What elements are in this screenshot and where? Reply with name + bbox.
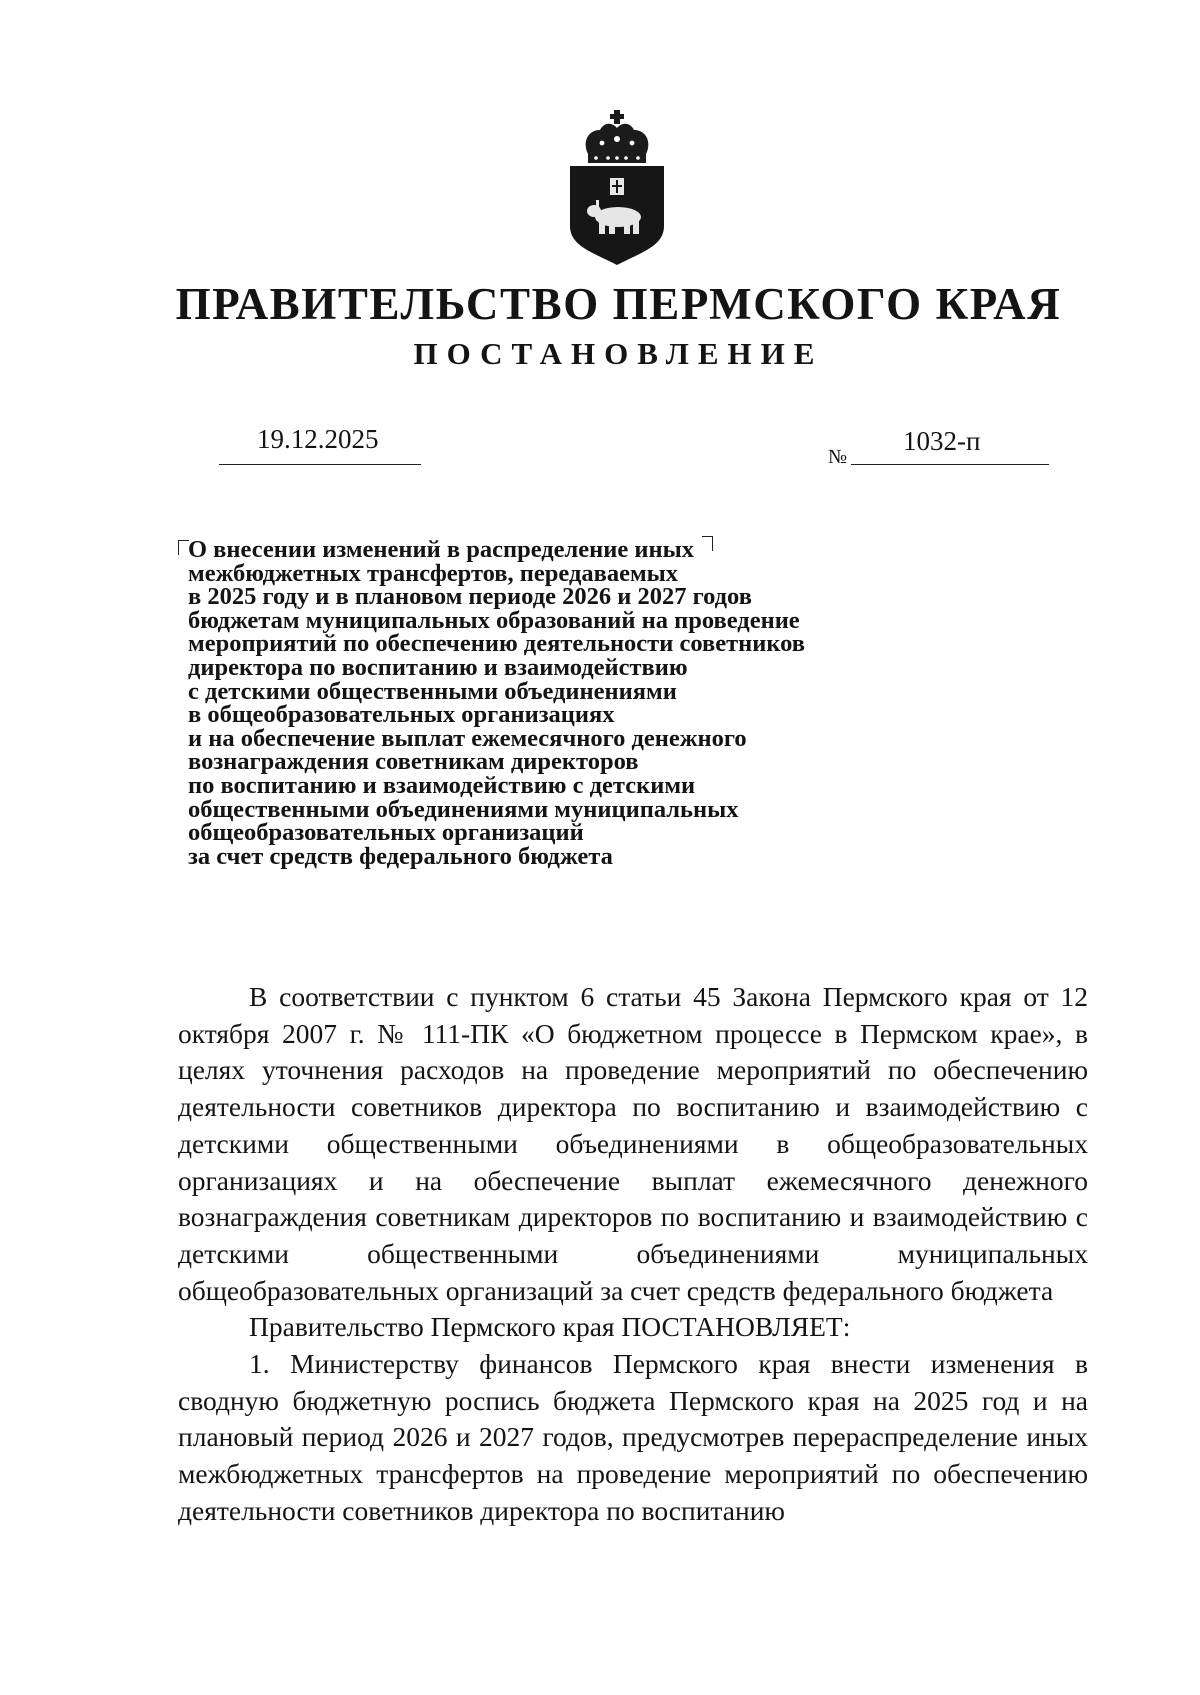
document-body [178, 979, 1088, 1530]
number-label: № [828, 446, 848, 468]
title-line: и на обеспечение выплат ежемесячного денежного [188, 724, 747, 752]
document-date: 19.12.2025 [257, 424, 379, 454]
item-1-paragraph: 1. Министерству финансов Пермского края внести изменения в сводную бюджетную роспись бюджета Пермского края на 2025 год и на плановый период 2026 и 2027 годов, предусмотрев перераспределение иных межбюджетных трансфертов на проведение мероприятий по обеспечению деятельности советников директора по воспитанию [178, 1348, 1088, 1526]
title-line: в общеобразовательных организациях [188, 701, 615, 729]
title-line: с детскими общественными объединениями [188, 677, 677, 705]
title-line: О внесении изменений в распределение иных [188, 536, 694, 563]
resolves-paragraph: Правительство Пермского края ПОСТАНОВЛЯЕТ: [249, 1311, 851, 1343]
government-heading: ПРАВИТЕЛЬСТВО ПЕРМСКОГО КРАЯ [175, 279, 1062, 329]
title-line: директора по воспитанию и взаимодействию [188, 653, 688, 681]
title-line: бюджетам муниципальных образований на проведение [188, 606, 800, 634]
title-line: общеобразовательных организаций [188, 819, 584, 847]
document-title [188, 538, 948, 868]
number-field [851, 426, 1049, 465]
title-line: в 2025 году и в плановом периоде 2026 и 2027 годов [188, 583, 752, 611]
title-line: вознаграждения советникам директоров [188, 748, 639, 776]
title-line: общественными объединениями муниципальных [188, 795, 739, 823]
title-line: за счет средств федерального бюджета [188, 842, 613, 870]
document-type-heading: ПОСТАНОВЛЕНИЕ [413, 336, 824, 371]
preamble-paragraph: В соответствии с пунктом 6 статьи 45 Закона Пермского края от 12 октября 2007 г. № 111-ПК «О бюджетном процессе в Пермском крае», в целях уточнения расходов на проведение мероприятий по обеспечению деятельности советников директора по воспитанию и взаимодействию с детскими общественными объединениями в общеобразовательных организациях и на обеспечение выплат ежемесячного денежного вознаграждения советникам директоров по воспитанию и взаимодействию с детскими общественными объединениями муниципальных общеобразовательных организаций за счет средств федерального бюджета [178, 981, 1088, 1306]
document-number: 1032-п [903, 426, 981, 456]
title-line: по воспитанию и взаимодействию с детскими [188, 771, 696, 799]
title-line: мероприятий по обеспечению деятельности советников [188, 630, 806, 658]
coat-of-arms-emblem [566, 108, 668, 266]
title-line: межбюджетных трансфертов, передаваемых [188, 559, 679, 587]
date-field [219, 424, 421, 465]
